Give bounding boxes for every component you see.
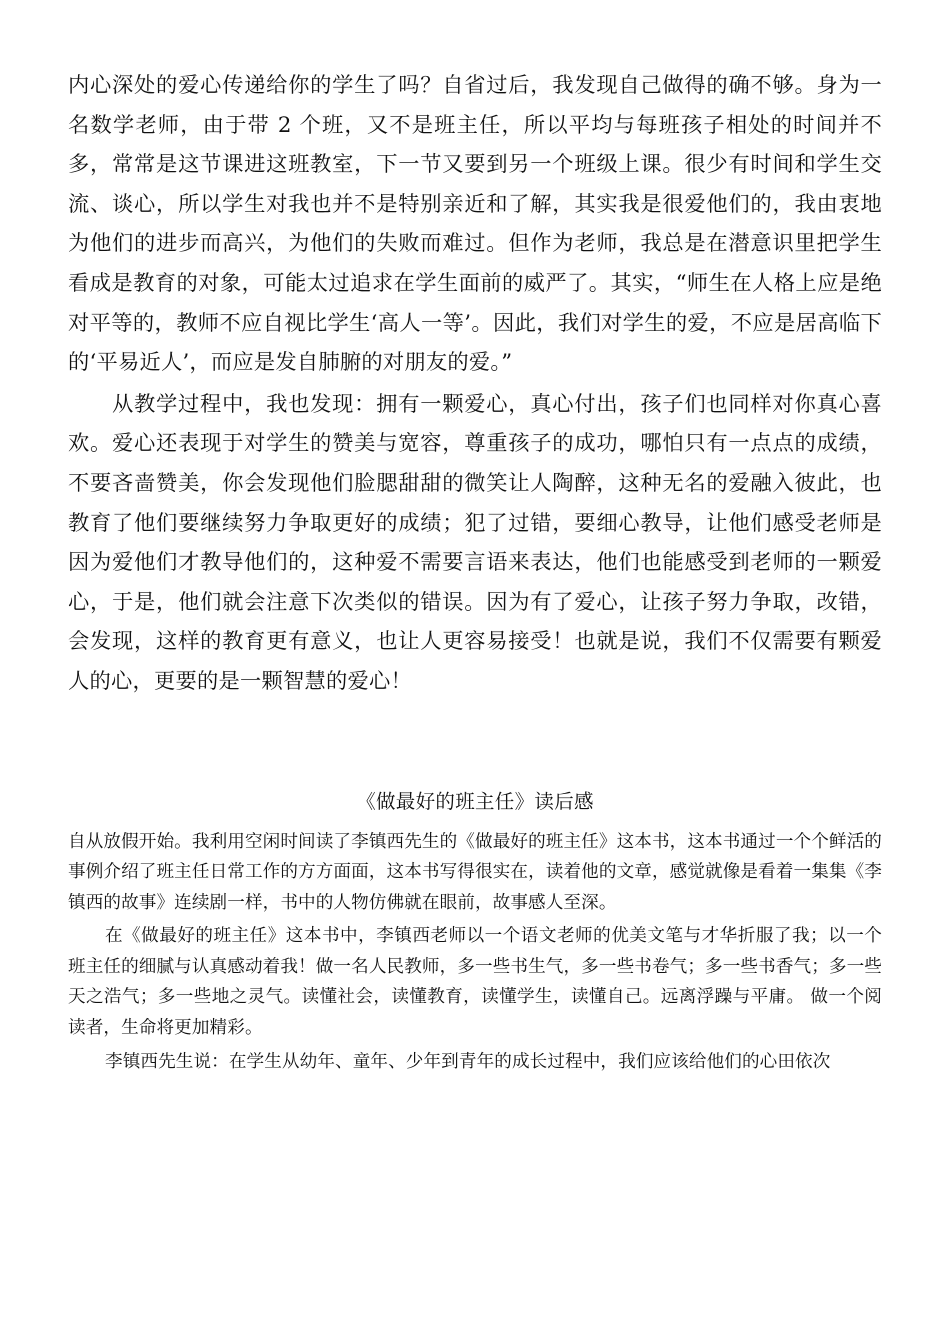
essay-continuation	[68, 66, 882, 702]
essay-title: 《做最好的班主任》读后感	[356, 789, 594, 813]
document-page	[68, 66, 882, 1077]
paragraph: 李镇西先生说：在学生从幼年、童年、少年到青年的成长过程中，我们应该给他们的心田依次	[105, 1051, 831, 1072]
book-review	[68, 827, 882, 1078]
paragraph: 内心深处的爱心传递给你的学生了吗？自省过后，我发现自己做得的确不够。身为一名数学老师，由于带 2 个班，又不是班主任，所以平均与每班孩子相处的时间并不多，常常是这节课进这班教室，下一节又要到另一个班级上课。很少有时间和学生交流、谈心，所以学生对我也并不是特别亲近和了解，其实我是很爱他们的，我由衷地为他们的进步而高兴，为他们的失败而难过。但作为老师，我总是在潜意识里把学生看成是教育的对象，可能太过追求在学生面前的威严了。其实，“师生在人格上应是绝对平等的，教师不应自视比学生‘高人一等’。因此，我们对学生的爱，不应是居高临下的‘平易近人’，而应是发自肺腑的对朋友的爱。”	[68, 73, 882, 376]
paragraph: 从教学过程中，我也发现：拥有一颗爱心，真心付出，孩子们也同样对你真心喜欢。爱心还表现于对学生的赞美与宽容，尊重孩子的成功，哪怕只有一点点的成绩，不要吝啬赞美，你会发现他们脸腮甜甜的微笑让人陶醉，这种无名的爱融入彼此，也教育了他们要继续努力争取更好的成绩；犯了过错，要细心教导，让他们感受老师是因为爱他们才教导他们的，这种爱不需要言语来表达，他们也能感受到老师的一颗爱心，于是，他们就会注意下次类似的错误。因为有了爱心，让孩子努力争取，改错，会发现，这样的教育更有意义，也让人更容易接受！也就是说，我们不仅需要有颗爱人的心，更要的是一颗智慧的爱心！	[68, 391, 882, 694]
paragraph: 在《做最好的班主任》这本书中，李镇西老师以一个语文老师的优美文笔与才华折服了我；以一个班主任的细腻与认真感动着我！做一名人民教师，多一些书生气，多一些书卷气；多一些书香气；多一些天之浩气；多一些地之灵气。读懂社会，读懂教育，读懂学生，读懂自己。远离浮躁与平庸。 做一个阅读者，生命将更加精彩。	[68, 926, 882, 1039]
paragraph: 自从放假开始。我利用空闲时间读了李镇西先生的《做最好的班主任》这本书，这本书通过一个个鲜活的事例介绍了班主任日常工作的方方面面，这本书写得很实在，读着他的文章，感觉就像是看着一集集《李镇西的故事》连续剧一样，书中的人物仿佛就在眼前，故事感人至深。	[68, 831, 882, 913]
